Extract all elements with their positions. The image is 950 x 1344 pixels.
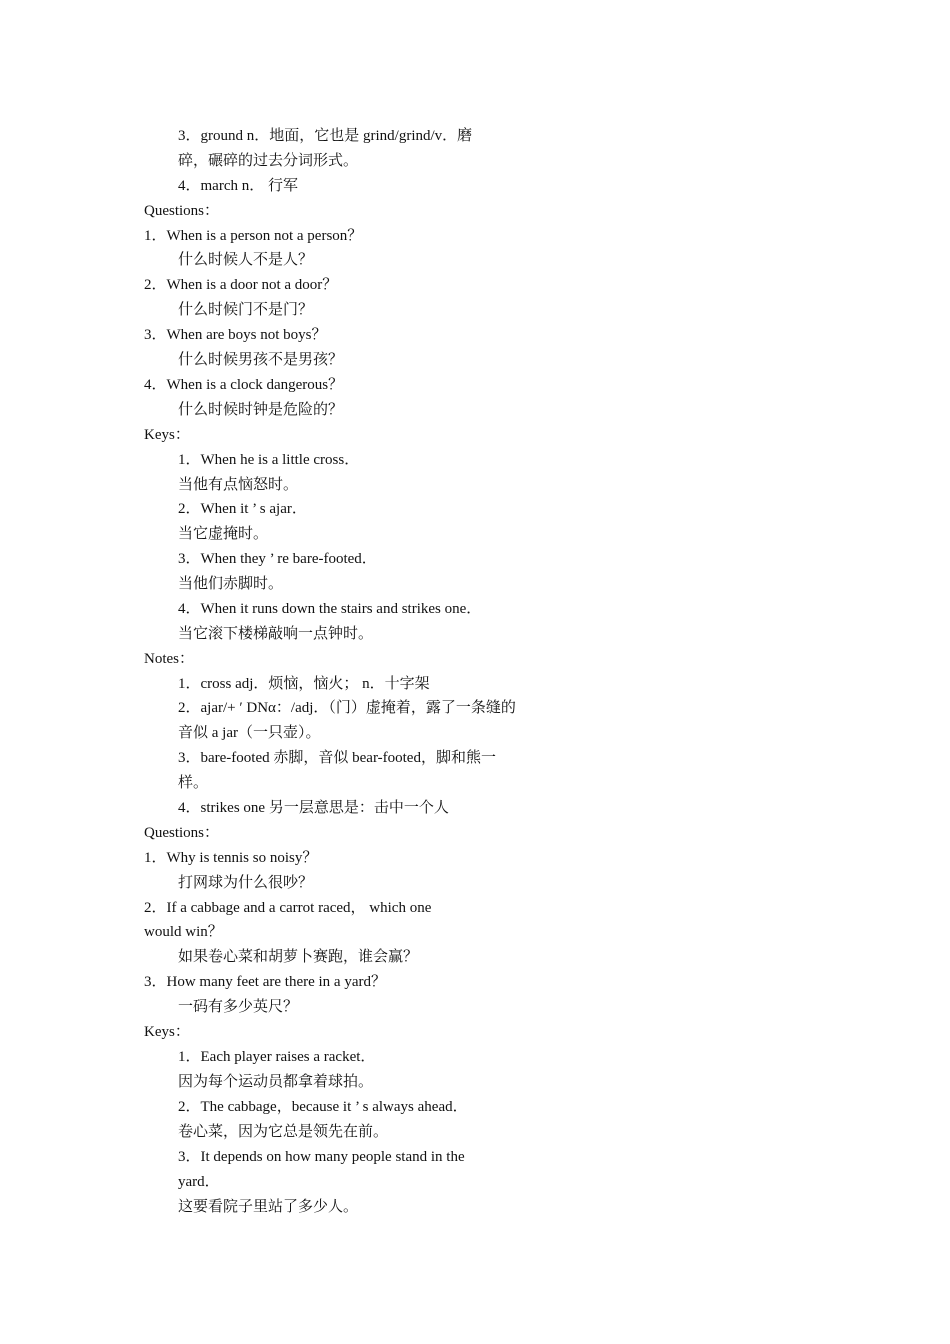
section-heading-notes: Notes： bbox=[144, 651, 194, 667]
question-translation: 什么时候男孩不是男孩？ bbox=[178, 352, 344, 368]
question-item: 1．Why is tennis so noisy？ bbox=[144, 850, 318, 866]
key-item: 3．When they ’ re bare-footed． bbox=[178, 551, 377, 567]
question-item: 2．When is a door not a door？ bbox=[144, 277, 338, 293]
key-translation: 当他们赤脚时。 bbox=[178, 576, 284, 592]
key-item: 1．When he is a little cross． bbox=[178, 452, 360, 468]
key-item: 4．When it runs down the stairs and strikes one． bbox=[178, 601, 482, 617]
question-item: 2．If a cabbage and a carrot raced， which one bbox=[144, 900, 432, 916]
question-item: 3．How many feet are there in a yard？ bbox=[144, 974, 386, 990]
question-translation: 什么时候人不是人？ bbox=[178, 252, 314, 268]
question-translation: 什么时候门不是门？ bbox=[178, 302, 314, 318]
key-translation: 当它虚掩时。 bbox=[178, 526, 269, 542]
section-heading-questions: Questions： bbox=[144, 203, 220, 219]
section-heading-keys: Keys： bbox=[144, 1024, 190, 1040]
question-translation: 如果卷心菜和胡萝卜赛跑，谁会赢？ bbox=[178, 949, 419, 965]
note-item: 4．strikes one 另一层意思是：击中一个人 bbox=[178, 800, 449, 816]
key-translation: 当他有点恼怒时。 bbox=[178, 477, 299, 493]
note-line-march: 4．march n． 行军 bbox=[178, 178, 298, 194]
section-heading-questions: Questions： bbox=[144, 825, 220, 841]
key-item: 1．Each player raises a racket． bbox=[178, 1049, 376, 1065]
note-item: 3．bare-footed 赤脚，音似 bear-footed，脚和熊一 bbox=[178, 750, 496, 766]
key-translation: 当它滚下楼梯敲响一点钟时。 bbox=[178, 626, 374, 642]
question-translation: 一码有多少英尺？ bbox=[178, 999, 299, 1015]
note-item: 1．cross adj．烦恼，恼火； n．十字架 bbox=[178, 676, 430, 692]
note-item: 2．ajar/+ ′ DNα：/adj．（门）虚掩着，露了一条缝的 bbox=[178, 700, 516, 716]
key-item-cont: yard． bbox=[178, 1174, 220, 1190]
key-item: 3．It depends on how many people stand in the bbox=[178, 1149, 465, 1165]
key-translation: 卷心菜，因为它总是领先在前。 bbox=[178, 1124, 389, 1140]
key-translation: 因为每个运动员都拿着球拍。 bbox=[178, 1074, 374, 1090]
question-translation: 什么时候时钟是危险的？ bbox=[178, 402, 344, 418]
question-item: 4．When is a clock dangerous？ bbox=[144, 377, 344, 393]
note-item-cont: 样。 bbox=[178, 775, 209, 791]
note-item-cont: 音似 a jar（一只壶）。 bbox=[178, 725, 321, 741]
question-item-cont: would win？ bbox=[144, 924, 223, 940]
question-item: 1．When is a person not a person？ bbox=[144, 228, 363, 244]
note-line-ground-cont: 碎，碾碎的过去分词形式。 bbox=[178, 153, 359, 169]
section-heading-keys: Keys： bbox=[144, 427, 190, 443]
question-translation: 打网球为什么很吵？ bbox=[178, 875, 314, 891]
key-item: 2．When it ’ s ajar． bbox=[178, 501, 307, 517]
key-item: 2．The cabbage，because it ’ s always ahead． bbox=[178, 1099, 468, 1115]
key-translation: 这要看院子里站了多少人。 bbox=[178, 1199, 359, 1215]
question-item: 3．When are boys not boys？ bbox=[144, 327, 327, 343]
note-line-ground: 3．ground n．地面，它也是 grind/grind/v．磨 bbox=[178, 128, 473, 144]
